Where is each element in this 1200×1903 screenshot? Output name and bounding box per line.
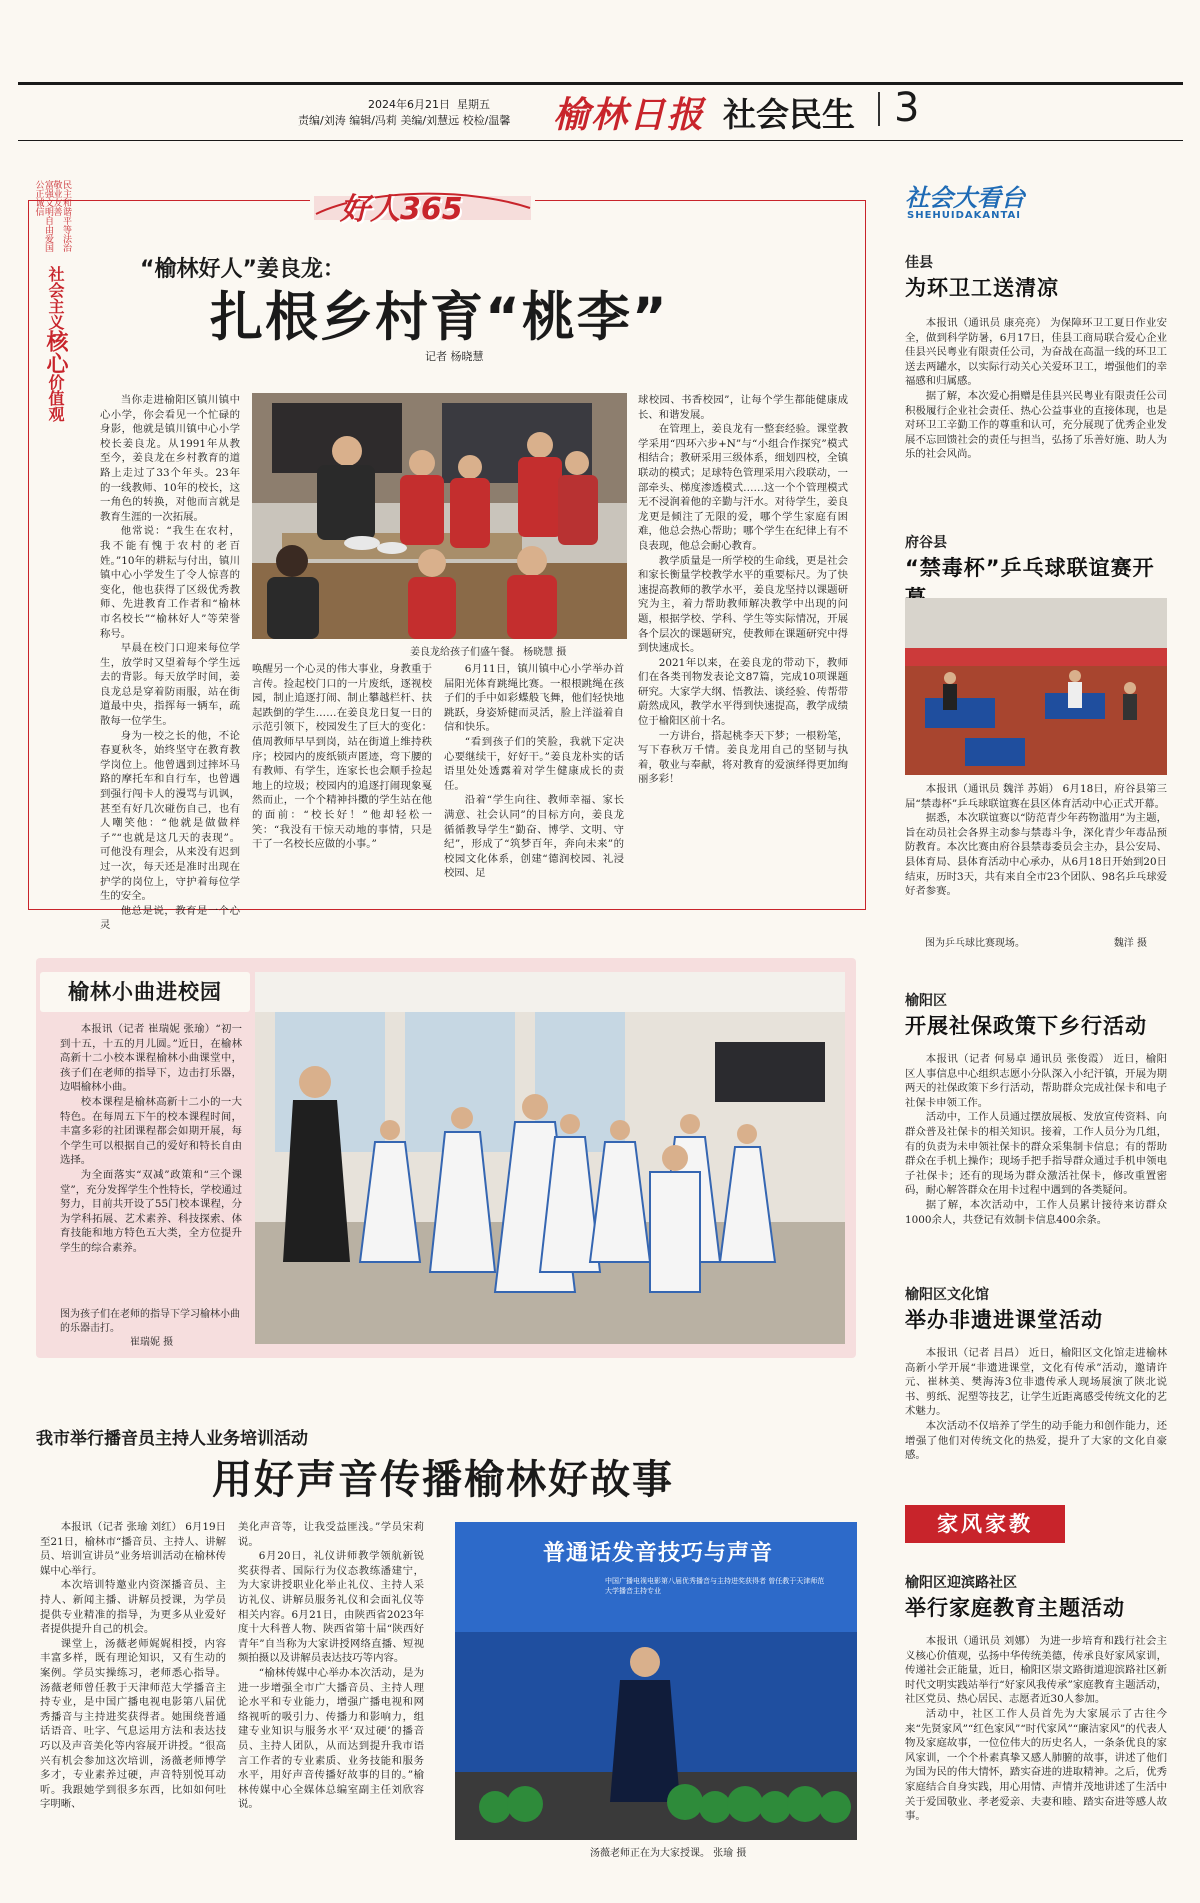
brief-4 — [905, 1284, 1167, 1470]
banner-text: 好人365 — [340, 192, 463, 227]
brief-3 — [905, 990, 1167, 1242]
brief-4-location: 榆阳区文化馆 — [905, 1287, 989, 1303]
lead-col-1: 当你走进榆阳区镇川镇中心小学，你会看见一个忙碌的身影，他就是镇川镇中心小学校长姜良龙。从1991年从教至今，姜良龙在乡村教育的道路上走过了33个年头。23年的一线教师、10年的校长，这一角色的转换，对他而言就是教育生涯的一次拓展。 他常说：“我生在农村，我不能有愧于农村的老百姓。”10年的耕耘与付出，镇川镇中心小学发生了令人惊喜的变化，他也获得了区级优秀教师、先进教育工作者和“榆林市名校长”“榆林好人”等荣誉称号。 早晨在校门口迎来每位学生，放学时又望着每个学生远去的背影。每天放学时间，姜良龙总是穿着防雨服，站在街道最中央，指挥每一辆车，疏散每一位学生。 身为一校之长的他，不论春夏秋冬，始终坚守在教育教学岗位上。他曾遇到过摔坏马路的摩托车和自行车，也曾遇到强行闯卡人的漫骂与讥讽，甚至有好几次碰伤自己，也有人嘲笑他：“他就是做做样子”“也就是这几天的表现”。可他没有理会，从来没有迟到过一次，每天还是准时出现在护学的岗位上，守护着每位学生的安全。 他总是说，教育是一个心灵 — [100, 394, 240, 932]
masthead-editors: 责编/刘涛 编辑/冯莉 美编/刘慧远 校检/温馨 — [298, 114, 511, 127]
brief-4-title: 举办非遗进课堂活动 — [905, 1308, 1103, 1332]
lead-col-4: 球校园、书香校园”，让每个学生都能健康成长、和谐发展。 在管理上，姜良龙有一整套经验。课堂教学采用“四环六步+N”与“小组合作探究”模式相结合；教研采用三级体系，细划四校，全镇联动的模式；足球特色管理采用六段联动，一部牵头、梯度渗透模式……这一个个管理模式无不浸润着他的辛勤与汗水。对待学生，姜良龙更是倾注了无限的爱，哪个学生家庭有困难，他总会热心帮助；哪个学生在纪律上有不良表现，他总会耐心教育。 教学质量是一所学校的生命线，更是社会和家长衡量学校教学水平的重要标尺。为了快速提高教师的教学水平，姜良龙坚持以课题研究为主，着力帮助教师解决教学中出现的问题，根据学校、学科、学生等实际情况，开展各个层次的课题研究，使教师在课题研究中得到快速成长。 2021年以来，在姜良龙的带动下，教师们在各类刊物发表论文87篇，完成10项课题研究。大家学大纲、悟教法、谈经验、传帮带蔚然成风，教学水平得到快速提高，教学成绩位于榆阳区前十名。 一方讲台，搭起桃李天下梦；一根粉笔，写下春秋万千情。姜良龙用自己的坚韧与执着，敬业与奉献，将对教育的爱演绎得更加绚丽多彩！ — [638, 394, 848, 786]
lead-byline: 记者 杨晓慧 — [425, 350, 484, 363]
lead-kicker: “榆林好人”姜良龙： — [140, 257, 345, 282]
page-number: 3 — [894, 85, 920, 131]
brief-5-location: 榆阳区迎滨路社区 — [905, 1575, 1017, 1591]
lead-col-2: 唤醒另一个心灵的伟大事业，身教重于言传。捡起校门口的一片废纸，逐视校园，制止追逐打闹、制止攀越栏杆、扶起跌倒的学生……在姜良龙日复一日的示范引领下，校园发生了巨大的变化：值周教师早早到岗，站在街道上维持秩序；校园内的废纸锁声匿迹，弯下腰的有教师、有学生，连家长也会顺手捡起地上的垃圾；校园内的追逐打闹现象戛然而止，一个个精神抖擞的学生站在他的面前：“校长好！”他却轻松一笑：“我没有干惊天动地的事情，只是干了一名校长应做的小事。” — [252, 663, 432, 851]
brief-1-location: 佳县 — [905, 255, 933, 271]
sidebar-logo-pinyin: SHEHUIDAKANTAI — [907, 210, 1022, 221]
brief-2-body-wrap — [905, 782, 1167, 949]
bottom-kicker: 我市举行播音员主持人业务培训活动 — [36, 1429, 308, 1449]
brief-5 — [905, 1572, 1167, 1889]
brief-1 — [905, 252, 1167, 506]
brief-5-title: 举行家庭教育主题活动 — [905, 1596, 1125, 1620]
bottom-headline: 用好声音传播榆林好故事 — [212, 1457, 674, 1503]
values-col2: 民主和谐平等法治敬业友善 — [51, 180, 71, 252]
lead-photo — [252, 393, 627, 639]
xiaoqu-caption: 图为孩子们在老师的指导下学习榆林小曲的乐器击打。 崔瑞妮 摄 — [60, 1309, 240, 1348]
values-col1: 富强文明自由爱国公正诚信 — [33, 180, 53, 252]
bottom-col-1: 本报讯（记者 张瑜 刘红） 6月19日至21日，榆林市“播音员、主持人、讲解员、培训宣讲员”业务培训活动在榆林传媒中心举行。 本次培训特邀业内资深播音员、主持人、新闻主播、讲解员授课，为学员提供专业精准的指导，为更多从业爱好者提供提升自己的机会。 课堂上，汤薇老师娓娓相授，内容丰富多样，既有理论知识，又有生动的案例。学员实操练习，老师悉心指导。汤薇老师曾任教于天津师范大学播音主持专业，是中国广播电视电影第八届优秀播音与主持进奖获得者。她围绕普通话语音、吐字、气息运用方法和表达技巧以及声音美化等内容展开讲授。“很高兴有机会参加这次培训，汤薇老师博学多才，专业素养过硬，声音特别悦耳动听。我跟她学到很多东西，比如如何吐字明晰、 — [40, 1521, 226, 1811]
xiaoqu-title: 榆林小曲进校园 — [68, 980, 222, 1004]
family-section-tag — [905, 1505, 1065, 1543]
sidebar-logo — [905, 178, 1055, 226]
brief-1-body: 本报讯（通讯员 康亮亮） 为保障环卫工夏日作业安全，做到科学防暑，6月17日，佳县工商局联合爱心企业佳县兴民粤业有限责任公司，为奋战在高温一线的环卫工送去两罐水，以实际行动关心关爱环卫工，增强他们的幸福感和归属感。 据了解，本次爱心捐赠是佳县兴民粤业有限责任公司积极履行企业社会责任、热心公益事业的直接体现，也是对环卫工辛勤工作的尊重和认可，充分展现了优秀企业发展不忘回馈社会的责任与担当，弘扬了乐善好施、助人为乐的社会风尚。 — [905, 317, 1167, 461]
brief-3-title: 开展社保政策下乡行活动 — [905, 1014, 1147, 1038]
brief-2-location: 府谷县 — [905, 535, 947, 551]
brief-5-body: 本报讯（通讯员 刘娜） 为进一步培育和践行社会主义核心价值观，弘扬中华传统美德，传承良好家风家训，传递社会正能量，近日，榆阳区崇文路街道迎滨路社区新时代文明实践站举行“好家风我传承”家庭教育主题活动，社区党员、热心居民、志愿者近30人参加。 活动中，社区工作人员首先为大家展示了古往今来“先贤家风”“红色家风”“时代家风”“廉洁家风”的代表人物及家庭故事，一位位伟大的历史名人，一条条优良的家风家训，一个个朴素真挚又感人肺腑的故事，讲述了他们为国为民的伟大情怀，踏实奋进的进取精神。之后，优秀家庭结合自身实践，用心用情、声情并茂地讲述了生活中关于爱国敬业、孝老爱亲、夫妻和睦、踏实奋进等感人故事。 — [905, 1635, 1167, 1823]
masthead-date: 2024年6月21日 星期五 — [368, 98, 490, 111]
xiaoqu-title-tag — [40, 972, 250, 1012]
lead-photo-caption: 姜良龙给孩子们盛午餐。 杨晓慧 摄 — [410, 647, 567, 658]
paper-name-logo: 榆林日报 — [553, 94, 706, 136]
brief-1-title: 为环卫工送清凉 — [905, 276, 1059, 300]
xiaoqu-body: 本报讯（记者 崔瑞妮 张瑜）“初一到十五，十五的月儿圆。”近日，在榆林高新十二小校本课程榆林小曲课堂中，孩子们在老师的指导下，边击打乐器，边唱榆林小曲。 校本课程是榆林高新十二小的一大特色。在每周五下午的校本课程时间，丰富多彩的社团课程都会如期开展，每个学生可以根据自己的爱好和特长自由选择。 为全面落实“双减”政策和“三个课堂”，充分发挥学生个性特长，学校通过努力，目前共开设了55门校本课程，分为学科拓展、艺术素养、科技探索、体育技能和地方特色五大类，全方位提升学生的综合素养。 — [60, 1023, 242, 1254]
haoren-banner — [310, 178, 535, 232]
training-photo — [455, 1522, 857, 1840]
pingpong-photo — [905, 598, 1167, 775]
xiaoqu-photo — [255, 972, 845, 1344]
core-values-block — [33, 180, 76, 470]
brief-2-title: “禁毒杯”乒乓球联谊赛开 — [905, 556, 1155, 580]
brief-3-location: 榆阳区 — [905, 993, 947, 1009]
lead-headline: 扎根乡村育“桃李” — [210, 287, 669, 348]
pingpong-photo-image — [905, 598, 1167, 775]
training-screen-title: 普通话发音技巧与声音 — [543, 1541, 774, 1566]
brief-4-body: 本报讯（记者 吕昌） 近日，榆阳区文化馆走进榆林高新小学开展“非遗进课堂，文化有传承”活动，邀请许元、崔林美、樊海涛3位非遗传承人现场展演了陕北说书、剪纸、泥塑等技艺，让学生近距离感受传统文化的艺术魅力。 本次活动不仅培养了学生的动手能力和创作能力，还增强了他们对传统文化的热爱，提升了大家的文化自豪感。 — [905, 1347, 1167, 1462]
section-divider — [878, 92, 880, 126]
masthead — [18, 60, 1183, 142]
training-stage-photo — [455, 1522, 857, 1840]
family-section-label: 家风家教 — [937, 1512, 1033, 1536]
masthead-bottom-rule — [18, 140, 1183, 141]
lead-col-3: 6月11日，镇川镇中心小学举办首届阳光体育跳绳比赛。一根根跳绳在孩子们的手中如彩蝶般飞舞，他们轻快地跳跃，身姿矫健而灵活，脸上洋溢着自信和快乐。 “看到孩子们的笑脸，我就下定决心要继续干，好好干。”姜良龙朴实的话语里处处透露着对学生健康成长的责任。 沿着“学生向往、教师幸福、家长满意、社会认同”的目标方向，姜良龙循循教导学生“勤奋、博学、文明、守纪”，形成了“筑梦百年，奔向未来”的校园文化体系，创建“德润校园、礼浸校园、足 — [444, 663, 624, 880]
sidebar-logo-text: 社会大看台 — [905, 184, 1025, 212]
brief-2-caption: 图为乒乓球比赛现场。 魏洋 摄 — [925, 938, 1147, 949]
top-rule — [18, 82, 1183, 85]
values-caption: 社会主义核心价值观 — [43, 266, 68, 422]
training-screen-subtitle: 中国广播电视电影第八届优秀播音与主持进奖获得者 曾任教于天津师范大学播音主持专业 — [605, 1577, 825, 1595]
section-name: 社会民生 — [723, 95, 855, 134]
brief-2-body: 本报讯（通讯员 魏洋 苏娟） 6月18日，府谷县第三届“禁毒杯”乒乓球联谊赛在县区体育活动中心正式开幕。 据悉，本次联谊赛以“防范青少年药物滥用”为主题，旨在动员社会各界主动参与禁毒斗争，深化青少年毒品预防教育。本次比赛由府谷县禁毒委员会主办，县公安局、县体育局、县体育活动中心承办，从6月18日开始到20日结束，历时3天，共有来自全市23个团队、98名乒乓球爱好者参赛。 — [905, 783, 1167, 898]
xiaoqu-classroom-photo — [255, 972, 845, 1344]
training-photo-caption: 汤薇老师正在为大家授课。 张瑜 摄 — [590, 1848, 747, 1859]
brief-3-body: 本报讯（记者 何易卓 通讯员 张俊霞） 近日，榆阳区人事信息中心组织志愿小分队深入小纪汗镇，开展为期两天的社保政策下乡行活动，帮助群众完成社保卡和电子社保卡申领工作。 活动中，工作人员通过摆放展板、发放宣传资料、向群众普及社保卡的相关知识。接着，工作人员分为几组，有的负责为未申领社保卡的群众采集制卡信息；有的帮助群众在手机上操作；现场手把手指导群众通过手机申领电子社保卡；还有的现场为群众激活社保卡，修改重置密码，耐心解答群众在用卡过程中遇到的各类疑问。 据了解，本次活动中，工作人员累计接待来访群众1000余人，共登记有效制卡信息400余条。 — [905, 1053, 1167, 1226]
lunch-serving-photo — [252, 393, 627, 639]
bottom-col-2: 美化声音等，让我受益匪浅。”学员宋莉说。 6月20日，礼仪讲师教学领航新锐奖获得者、国际行为仪态教练潘建宁，为大家讲授职业化举止礼仪、主持人采访礼仪、讲解员服务礼仪和会面礼仪等相关内容。6月21日，由陕西省2023年度十大科普人物、陕西省第十届“陕西好青年”自当称为大家讲授网络直播、短视频拍摄以及讲解员表达技巧等内容。 “榆林传媒中心举办本次活动，是为进一步增强全市广大播音员、主持人理论水平和专业能力，增强广播电视和网络视听的吸引力、传播力和影响力，组建专业知识与服务水平‘双过硬’的播音员、主持人团队，从而达到提升我市语言工作者的专业素质、业务技能和服务水平，用好声音传播好故事的目的。”榆林传媒中心全媒体总编室副主任刘欣容说。 — [238, 1521, 424, 1811]
